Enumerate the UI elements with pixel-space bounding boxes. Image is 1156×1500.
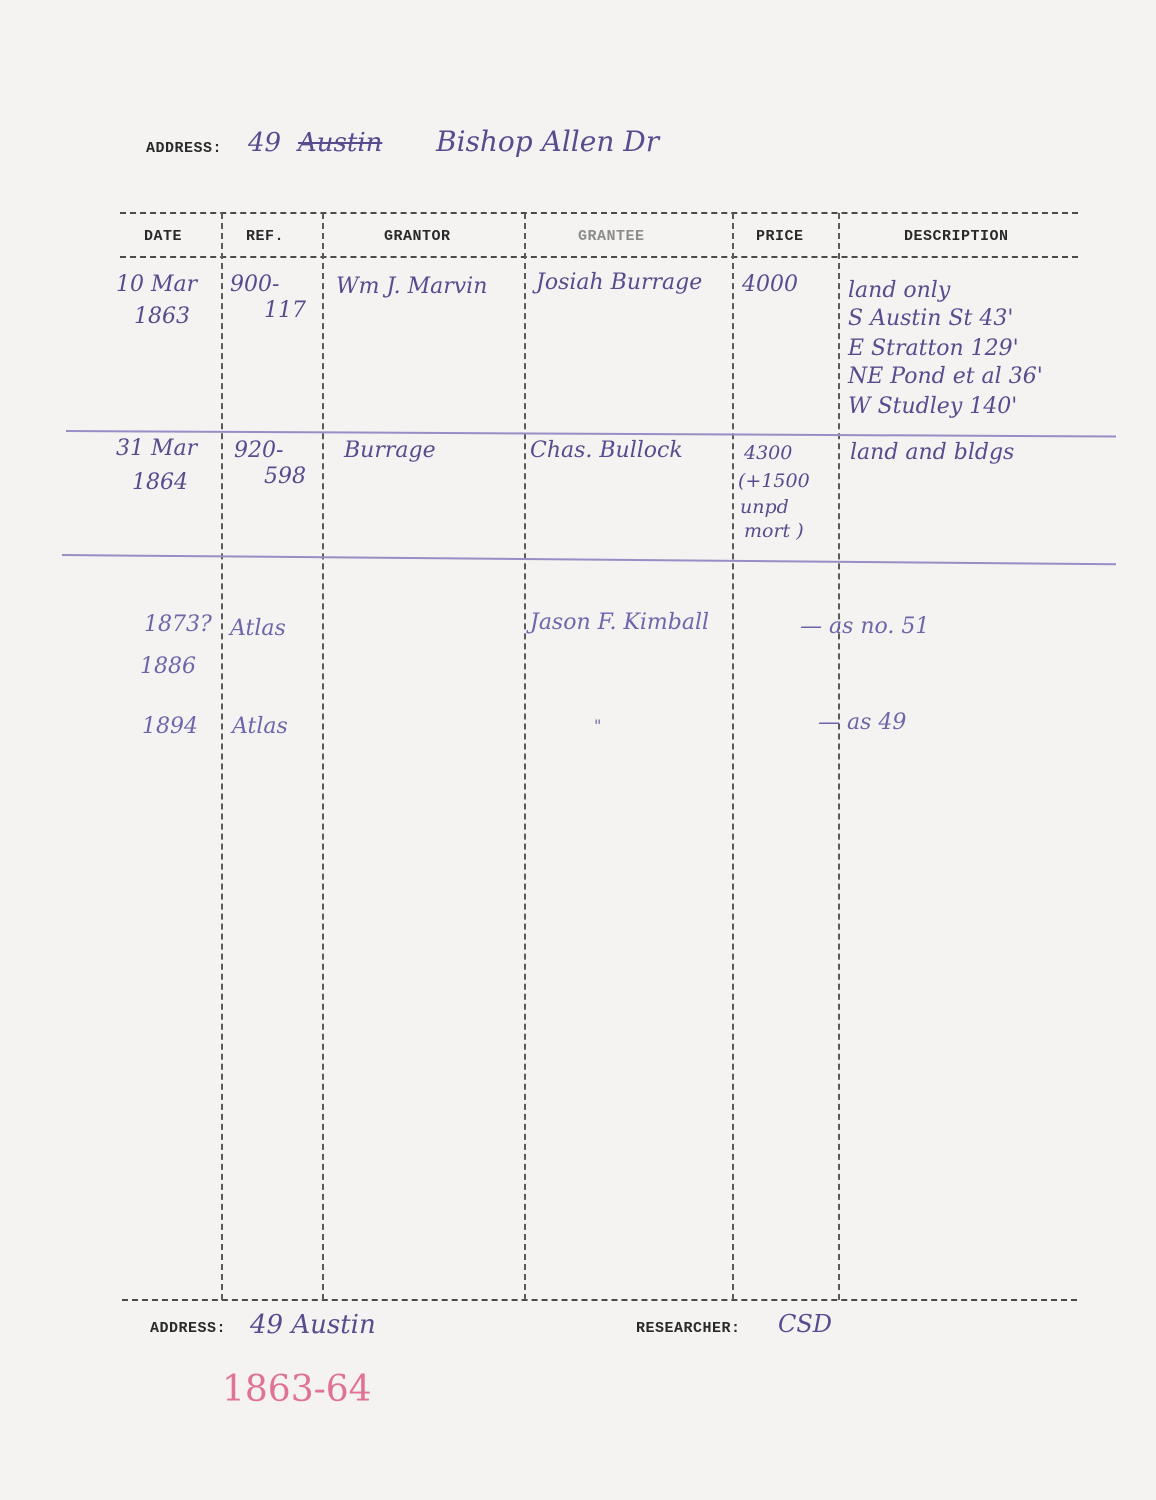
entry-1-ref-line1: 900- [230, 272, 280, 297]
note-1-description: — as no. 51 [800, 614, 930, 639]
entry-1-grantee: Josiah Burrage [536, 270, 703, 295]
researcher-initials: CSD [778, 1310, 833, 1338]
column-divider-4 [732, 213, 734, 1300]
entry-2-ref-line1: 920- [234, 438, 284, 463]
column-header-description: DESCRIPTION [904, 228, 1009, 245]
note-1-date-line2: 1886 [140, 654, 196, 679]
entry-2-description: land and bldgs [850, 440, 1015, 465]
note-2-description: — as 49 [818, 710, 907, 735]
entry-2-date-line1: 31 Mar [116, 436, 198, 461]
entry-1-description-line5: W Studley 140' [848, 394, 1018, 419]
address-struck-street: Austin [298, 128, 383, 158]
note-2-ref: Atlas [232, 714, 288, 739]
year-range-note: 1863-64 [222, 1369, 372, 1410]
entry-1-grantor: Wm J. Marvin [336, 274, 488, 299]
entry-1-description-line3: E Stratton 129' [848, 336, 1019, 361]
note-2-date: 1894 [142, 714, 198, 739]
entry-2-price-line1: 4300 [744, 442, 793, 464]
entry-1-price: 4000 [742, 272, 798, 297]
column-header-date: DATE [144, 228, 183, 245]
entry-1-ref-line2: 117 [264, 298, 306, 323]
researcher-label: RESEARCHER: [636, 1320, 741, 1337]
column-header-grantee: GRANTEE [578, 228, 645, 245]
note-2-grantee-ditto: " [594, 716, 602, 735]
footer-address-label: ADDRESS: [150, 1320, 227, 1337]
table-bottom-rule [122, 1299, 1077, 1301]
entry-1-date-line1: 10 Mar [116, 272, 198, 297]
entry-1-date-line2: 1863 [134, 304, 190, 329]
entry-1-description-line2: S Austin St 43' [848, 306, 1014, 331]
address-number: 49 [248, 128, 282, 158]
entry-2-price-line2: (+1500 [738, 470, 810, 492]
entry-2-date-line2: 1864 [132, 470, 188, 495]
entry-2-price-line4: mort ) [744, 520, 804, 542]
note-1-date-line1: 1873? [144, 612, 212, 637]
entry-2-ref-line2: 598 [264, 464, 306, 489]
entry-separator-1 [66, 430, 1116, 437]
column-header-ref: REF. [246, 228, 285, 245]
column-divider-1 [221, 213, 223, 1300]
column-divider-5 [838, 213, 840, 1300]
column-divider-2 [322, 213, 324, 1300]
footer-address-value: 49 Austin [250, 1310, 376, 1340]
entry-1-description-line4: NE Pond et al 36' [848, 364, 1043, 389]
entry-2-grantor: Burrage [344, 438, 436, 463]
address-new-street: Bishop Allen Dr [436, 125, 660, 158]
table-top-rule [120, 212, 1078, 214]
column-header-price: PRICE [756, 228, 804, 245]
entry-2-price-line3: unpd [740, 496, 789, 518]
address-label: ADDRESS: [146, 140, 223, 157]
column-divider-3 [524, 213, 526, 1300]
column-header-grantor: GRANTOR [384, 228, 451, 245]
header-bottom-rule [120, 256, 1078, 258]
note-1-grantee: Jason F. Kimball [530, 610, 710, 635]
note-1-ref: Atlas [230, 616, 286, 641]
entry-1-description-line1: land only [848, 278, 951, 303]
entry-2-grantee: Chas. Bullock [530, 438, 683, 463]
